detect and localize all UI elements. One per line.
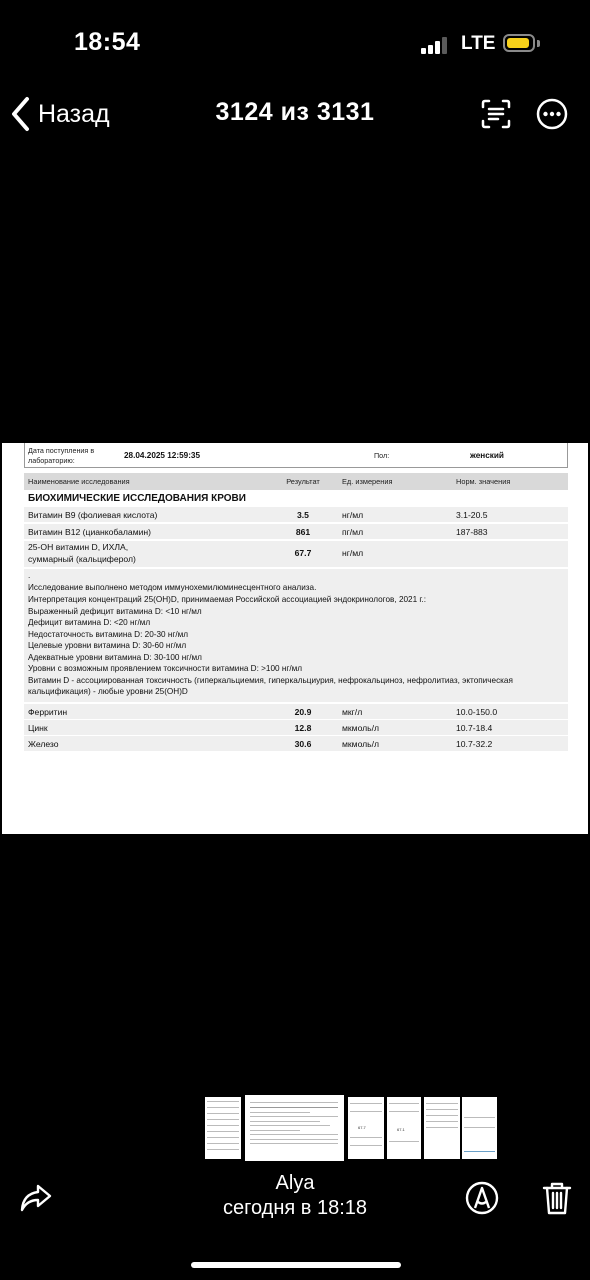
row-unit: нг/мл [342, 510, 364, 520]
markup-icon [464, 1180, 500, 1216]
page-title: 3124 из 3131 [215, 98, 375, 126]
live-text-icon [480, 98, 512, 130]
thumbnail-4[interactable] [387, 1097, 421, 1159]
sent-time: сегодня в 18:18 [223, 1197, 367, 1219]
row-unit: мкмоль/л [342, 723, 380, 733]
note-line: Исследование выполнено методом иммунохемилюминесцентного анализа. [28, 583, 317, 592]
interpretation-note [24, 569, 568, 702]
delete-button[interactable] [537, 1178, 577, 1218]
sex-label: Пол: [374, 451, 390, 460]
thumbnail-current[interactable] [247, 1097, 342, 1159]
table-row [24, 736, 568, 751]
row-norm: 187-883 [456, 527, 488, 537]
home-indicator [191, 1262, 401, 1268]
row-unit: мкмоль/л [342, 739, 380, 749]
table-row [24, 720, 568, 735]
header-norm: Норм. значения [456, 477, 511, 486]
table-row [24, 524, 568, 539]
table-row [24, 541, 568, 567]
date-label: Дата поступления в лабораторию: [28, 446, 95, 465]
note-line: . [28, 571, 31, 580]
table-header [24, 473, 568, 490]
row-result: 20.9 [294, 707, 312, 717]
thumbnail-3[interactable] [348, 1097, 384, 1159]
row-name: Витамин B12 (цианкобаламин) [28, 527, 152, 537]
row-result: 861 [295, 527, 311, 537]
note-line: Интерпретация концентраций 25(OH)D, принимаемая Российской ассоциацией эндокринологов, 2021 г.: [28, 595, 426, 604]
note-line: Дефицит витамина D: <20 нг/мл [28, 618, 151, 627]
row-name: Цинк [28, 723, 48, 733]
note-line: Выраженный дефицит витамина D: <10 нг/мл [28, 607, 202, 616]
battery-tip [537, 40, 540, 47]
note-line: Уровни с возможным проявлением токсичности витамина D: >100 нг/мл [28, 664, 303, 673]
row-norm: 10.0-150.0 [456, 707, 498, 717]
row-result: 12.8 [294, 723, 312, 733]
note-line: Целевые уровни витамина D: 30-60 нг/мл [28, 641, 187, 650]
row-norm: 3.1-20.5 [456, 510, 488, 520]
row-result: 67.7 [294, 548, 312, 558]
thumbnail-3-text: 67.7 [358, 1125, 366, 1130]
markup-button[interactable] [462, 1178, 502, 1218]
row-unit: мкг/л [342, 707, 363, 717]
header-result: Результат [286, 477, 320, 486]
note-line: Витамин D - ассоциированная токсичность (гиперкальциемия, гиперкальциурия, нефрокальциноз, нефролитиаз, эктопическая [28, 676, 513, 685]
table-row [24, 507, 568, 522]
signal-icon [421, 36, 451, 54]
thumbnail-1[interactable] [205, 1097, 241, 1159]
back-label: Назад [38, 99, 110, 128]
row-result: 3.5 [297, 510, 309, 520]
table-row [24, 704, 568, 719]
live-text-button[interactable] [476, 94, 516, 134]
status-time: 18:54 [74, 28, 141, 56]
row-norm: 10.7-18.4 [456, 723, 493, 733]
date-value: 28.04.2025 12:59:35 [124, 451, 201, 460]
thumbnail-4-text: 67.1 [397, 1127, 405, 1132]
row-result: 30.6 [294, 739, 312, 749]
header-name: Наименование исследования [28, 477, 130, 486]
more-icon [536, 98, 568, 130]
row-name: Железо [28, 739, 59, 749]
trash-icon [542, 1181, 572, 1215]
section-title: БИОХИМИЧЕСКИЕ ИССЛЕДОВАНИЯ КРОВИ [28, 493, 246, 504]
sender-name: Alya [275, 1172, 315, 1194]
thumbnail-5[interactable] [424, 1097, 460, 1159]
note-line: кальцификация) - любые уровни 25(OH)D [28, 687, 188, 696]
network-label: LTE [461, 33, 496, 54]
row-name: Витамин B9 (фолиевая кислота) [28, 510, 158, 520]
row-unit: пг/мл [342, 527, 364, 537]
row-name: Ферритин [28, 707, 68, 717]
thumbnail-6[interactable] [462, 1097, 497, 1159]
row-norm: 10.7-32.2 [456, 739, 493, 749]
header-unit: Ед. измерения [342, 477, 393, 486]
row-name-line2: суммарный (кальциферол) [28, 554, 136, 564]
more-button[interactable] [532, 94, 572, 134]
row-unit: нг/мл [342, 548, 364, 558]
note-line: Недостаточность витамина D: 20-30 нг/мл [28, 630, 189, 639]
document-image[interactable] [2, 443, 588, 834]
note-line: Адекватные уровни витамина D: 30-100 нг/мл [28, 653, 202, 662]
battery-icon [503, 34, 535, 52]
sex-value: женский [470, 451, 504, 460]
row-name: 25-OH витамин D, ИХЛА, [28, 542, 129, 552]
